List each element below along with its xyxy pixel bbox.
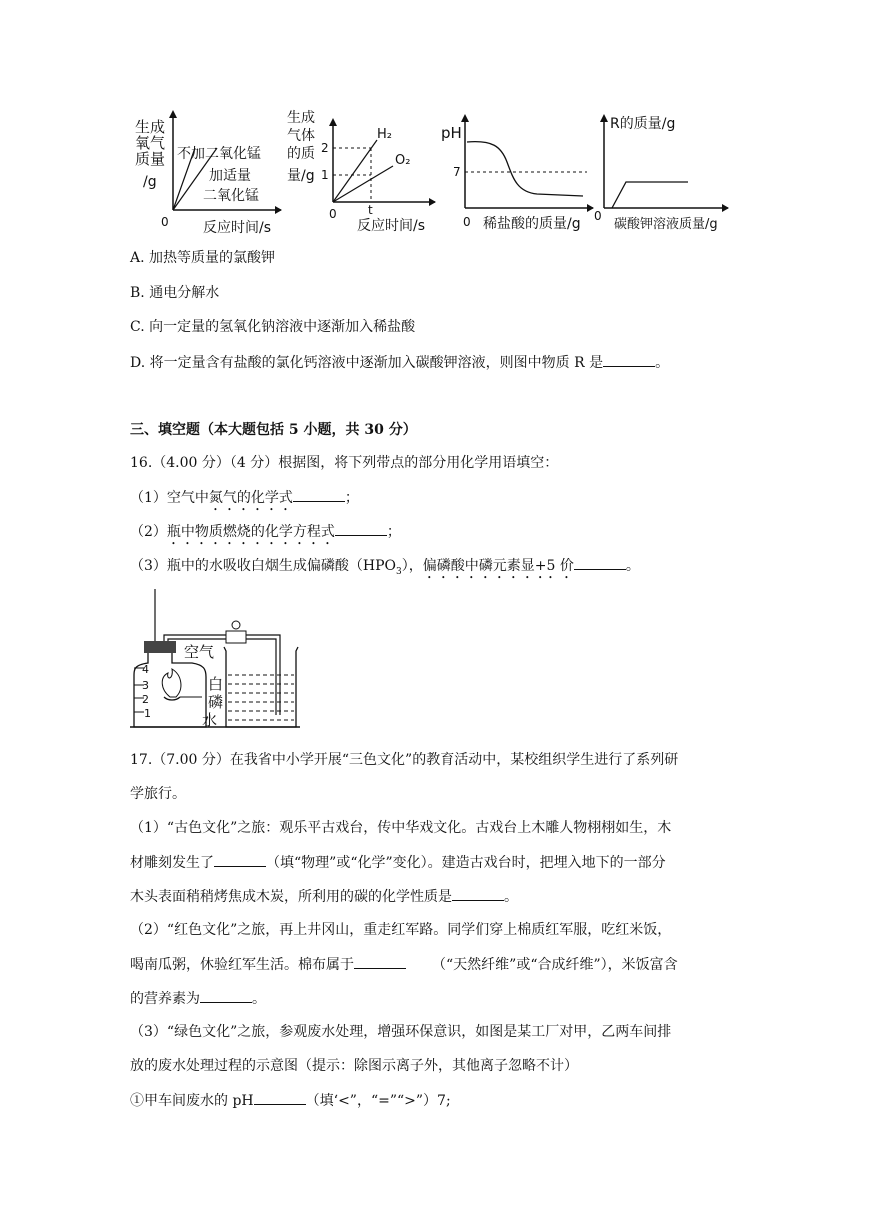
- graph-a-origin: 0: [161, 215, 169, 229]
- q16-part3: [130, 555, 640, 582]
- option-b: B. 通电分解水: [130, 285, 220, 301]
- q16-part3-end: 。: [625, 558, 640, 574]
- q17-p2c-end: 。: [252, 991, 266, 1007]
- graph-b-o2-label: O₂: [395, 153, 411, 168]
- graph-a-label-no-mno2: 不加二氧化锰: [177, 146, 261, 162]
- section-heading: 三、填空题（本大题包括 5 小题，共 30 分）: [130, 422, 417, 438]
- graph-b-tick-2: 2: [321, 141, 329, 155]
- graph-c-ph: [437, 110, 597, 236]
- graph-c-origin: 0: [463, 215, 471, 229]
- mark-2: 2: [142, 693, 149, 706]
- q16-part1-pre: （1）空气中: [130, 490, 209, 506]
- q16-part3-pre: （3）瓶中的水吸收白烟生成偏磷酸（HPO: [130, 558, 397, 574]
- q17-p1b: [130, 852, 666, 873]
- q16-part3-sub: 3: [396, 566, 402, 577]
- graph-b-ylabel-2: 气体: [287, 128, 315, 144]
- q16-part2-dotted: 瓶中物质燃烧的化学方程式: [166, 524, 335, 540]
- option-d-end: 。: [655, 355, 670, 371]
- q16-part2: [130, 521, 401, 548]
- graph-d-xlabel: 碳酸钾溶液质量/g: [614, 217, 718, 232]
- graph-c-ylabel: pH: [441, 124, 462, 142]
- graph-b-ylabel-4: 量/g: [287, 168, 315, 184]
- graph-b-h2-line: [333, 140, 377, 202]
- q16-part3-dotted: 偏磷酸中磷元素显+5 价: [422, 558, 574, 574]
- phosphorus-apparatus-figure: [130, 585, 300, 735]
- q17-p1b-pre: 材雕刻发生了: [130, 855, 214, 871]
- rubber-stopper: [144, 641, 176, 653]
- q16-part2-pre: （2）: [130, 524, 167, 540]
- graph-b-o2-line: [333, 166, 393, 202]
- answer-blank-17-2[interactable]: [452, 886, 504, 901]
- graph-d-r-mass: [592, 108, 732, 236]
- q16-part1-dotted: 氮气的化学式: [208, 490, 293, 506]
- answer-blank-17-5[interactable]: [254, 1090, 306, 1105]
- graph-c-tick-7: 7: [453, 165, 461, 179]
- graph-b-ylabel-1: 生成: [287, 110, 315, 126]
- q16-part1: [130, 487, 359, 514]
- option-a: A. 加热等质量的氯酸钾: [130, 250, 276, 266]
- graph-d-ylabel: R的质量/g: [610, 116, 676, 132]
- q17-p1b-post: （填“物理”或“化学”变化）。建造古戏台时，把埋入地下的一部分: [266, 855, 666, 871]
- graph-b-tick-1: 1: [321, 168, 329, 182]
- label-air: 空气: [184, 643, 215, 661]
- graph-a-xlabel: 反应时间/s: [203, 220, 272, 236]
- answer-blank-17-3[interactable]: [354, 954, 406, 969]
- graph-d-origin: 0: [594, 209, 602, 223]
- answer-blank-17-1[interactable]: [214, 852, 266, 867]
- q17-p3c: [130, 1090, 451, 1111]
- graph-c-xlabel: 稀盐酸的质量/g: [483, 216, 581, 232]
- q17-p3a: （3）“绿色文化”之旅，参观废水处理，增强环保意识，如图是某工厂对甲，乙两车间排: [130, 1024, 672, 1040]
- q16-part2-end: ；: [386, 524, 401, 540]
- q17-line2: 学旅行。: [130, 786, 186, 802]
- label-water: 水: [202, 711, 218, 729]
- graph-a-ylabel-4: /g: [143, 174, 157, 190]
- graph-a-label-mno2-2: 二氧化锰: [203, 188, 259, 204]
- answer-blank-17-4[interactable]: [200, 988, 252, 1003]
- mark-3: 3: [142, 679, 149, 692]
- graph-a-label-mno2-1: 加适量: [209, 168, 251, 184]
- q17-p2b-post: （“天然纤维”或“合成纤维”），米饭富含: [432, 957, 678, 973]
- option-d-text: D. 将一定量含有盐酸的氯化钙溶液中逐渐加入碳酸钾溶液，则图中物质 R 是: [130, 355, 604, 371]
- answer-blank-16-3[interactable]: [574, 555, 626, 570]
- answer-blank-16-1[interactable]: [293, 487, 345, 502]
- graph-d-r-line: [612, 182, 688, 208]
- graph-a-ylabel-3: 质量: [135, 150, 166, 168]
- q17-line1: 17.（7.00 分）在我省中小学开展“三色文化”的教育活动中，某校组织学生进行了系列研: [130, 752, 679, 768]
- tube-clip: [226, 631, 246, 643]
- graph-b-t: t: [368, 203, 373, 217]
- graph-b-ylabel-3: 的质: [287, 146, 315, 162]
- q16-part1-end: ；: [344, 490, 359, 506]
- beaker: [224, 647, 298, 727]
- mark-4: 4: [142, 663, 149, 676]
- q17-p3c-pre: ①甲车间废水的 pH: [130, 1093, 254, 1109]
- graph-a-ylabel-2: 氧气: [135, 134, 166, 152]
- q17-p1a: （1）“古色文化”之旅：观乐平古戏台，传中华戏文化。古戏台上木雕人物栩栩如生，木: [130, 820, 672, 836]
- mark-1: 1: [144, 707, 151, 720]
- q17-p2a: （2）“红色文化”之旅，再上井冈山，重走红军路。同学们穿上棉质红军服，吃红米饭，: [130, 922, 672, 938]
- q17-p1c: [130, 886, 518, 907]
- q16-stem: 16.（4.00 分）（4 分）根据图，将下列带点的部分用化学用语填空：: [130, 455, 559, 471]
- q17-p2c-pre: 的营养素为: [130, 991, 200, 1007]
- graph-b-water-electrolysis: [285, 106, 440, 236]
- q17-p2b-pre: 喝南瓜粥，休验红军生活。棉布属于: [130, 957, 354, 973]
- q17-p3b: 放的废水处理过程的示意图（提示：除图示离子外，其他离子忽略不计）: [130, 1058, 578, 1074]
- answer-blank-d[interactable]: [603, 352, 655, 367]
- label-phosphorus: 磷: [208, 693, 224, 711]
- q17-p3c-post: （填‘<”，“=”“>”）7;: [305, 1093, 451, 1109]
- graph-b-xlabel: 反应时间/s: [357, 218, 426, 234]
- answer-blank-16-2[interactable]: [335, 521, 387, 536]
- q17-p2c: [130, 988, 266, 1009]
- flame-icon: [162, 669, 181, 697]
- label-white: 白: [208, 675, 224, 693]
- q16-part3-mid: ），: [401, 558, 423, 574]
- option-d: [130, 352, 669, 373]
- q17-p1c-end: 。: [504, 889, 518, 905]
- graph-a-oxygen: [133, 108, 283, 238]
- q17-p2b: [130, 954, 678, 975]
- option-c: C. 向一定量的氢氧化钠溶液中逐渐加入稀盐酸: [130, 319, 416, 335]
- q17-p1c-pre: 木头表面稍稍烤焦成木炭，所利用的碳的化学性质是: [130, 889, 452, 905]
- graph-b-origin: 0: [329, 207, 337, 221]
- graph-b-h2-label: H₂: [377, 127, 392, 142]
- graph-a-ylabel-1: 生成: [135, 118, 166, 136]
- graph-c-ph-curve: [467, 142, 583, 196]
